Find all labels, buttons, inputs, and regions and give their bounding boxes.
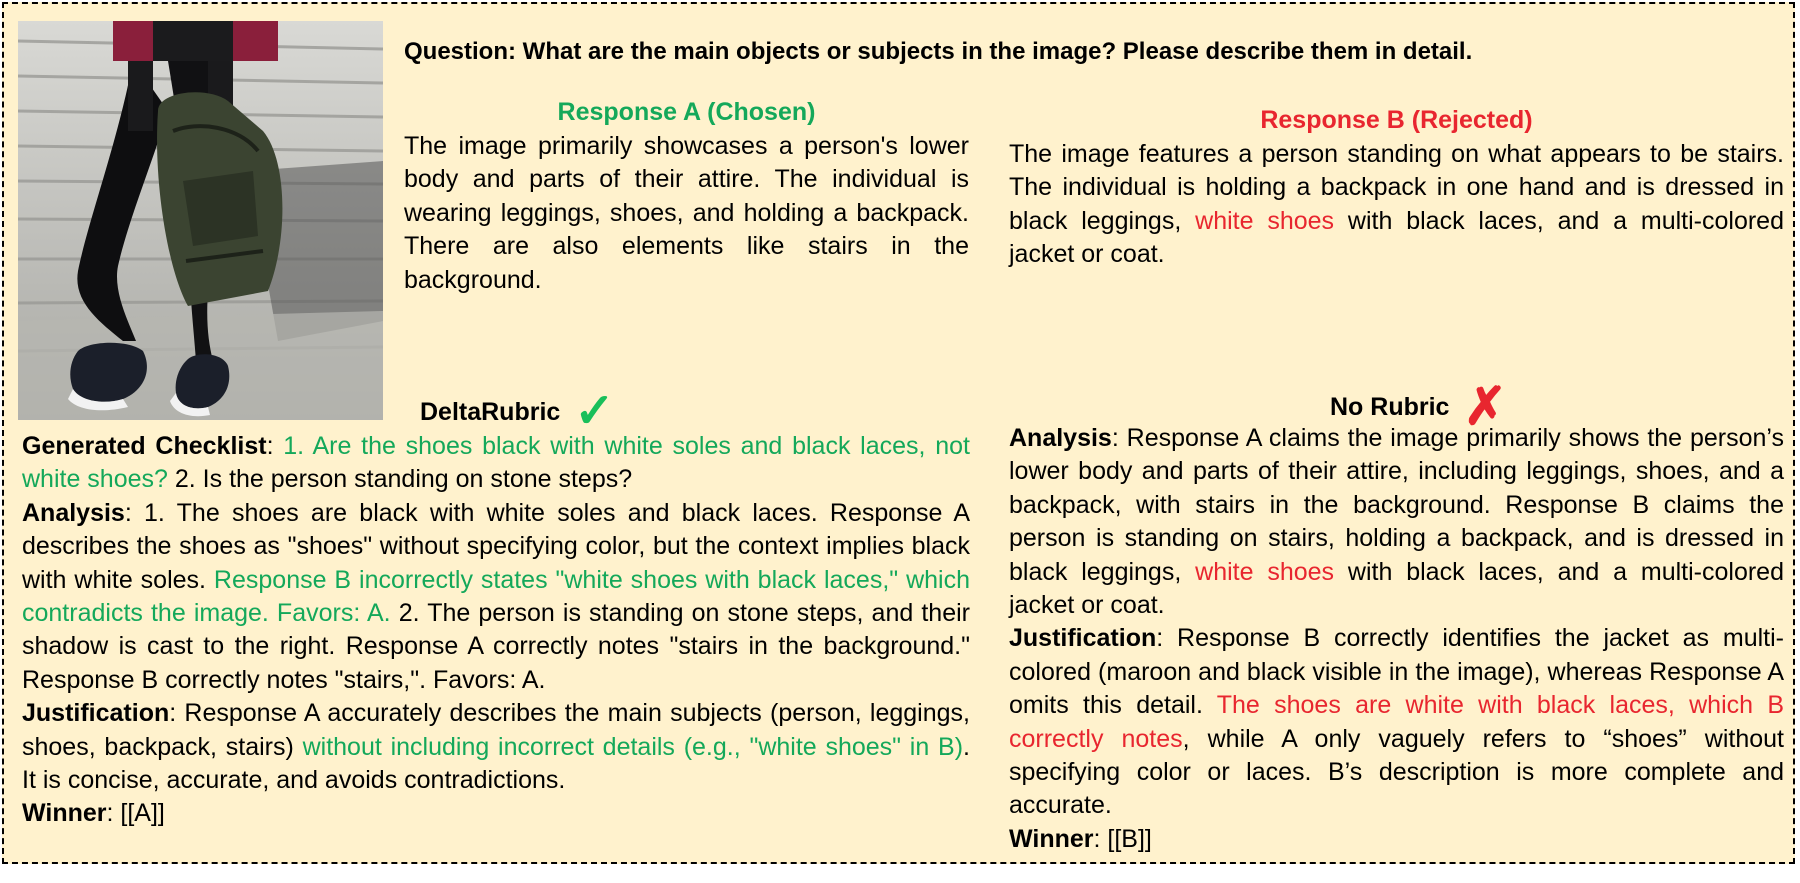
- winner-value: : [[A]]: [106, 799, 165, 828]
- analysis-text: : 1. The shoes are black with white soles and black laces. Response A describes the shoes as "shoes" without specifying color, but the context implies black with white soles.: [22, 498, 970, 594]
- response-a-heading: Response A (Chosen): [557, 98, 816, 126]
- analysis-label: Analysis: [1009, 424, 1112, 452]
- checkmark-icon: ✓: [574, 385, 615, 438]
- response-b-highlight: white shoes: [1195, 206, 1335, 235]
- analysis-label: Analysis: [22, 498, 125, 527]
- analysis-paragraph: [1009, 422, 1784, 622]
- justification-text: . It is concise, accurate, and avoids contradictions.: [22, 732, 970, 795]
- analysis-text: 2. The person is standing on stone steps, and their shadow is cast to the right. Response A correctly notes "stairs in the background." Response B correctly notes "stairs,". Favors: A.: [22, 599, 970, 694]
- justification-highlight: The shoes are white with black laces, which B correctly notes: [1009, 691, 1785, 753]
- justification-label: Justification: [22, 699, 170, 728]
- checklist-label: Generated Checklist: [22, 432, 267, 460]
- justification-label: Justification: [1009, 624, 1157, 653]
- response-b-text-part: with black laces, and a multi-colored jacket or coat.: [1009, 206, 1784, 269]
- winner-label: Winner: [1009, 824, 1094, 853]
- checklist-paragraph: Generated Checklist: 1. Are the shoes black with white soles and black laces, not white shoes? 2. Is the person standing on stone steps?: [22, 432, 970, 494]
- deltarubric-title-text: DeltaRubric: [420, 397, 561, 426]
- response-b-heading: Response B (Rejected): [1260, 106, 1533, 134]
- analysis-highlight: white shoes: [1195, 557, 1335, 586]
- cross-icon: ✗: [1463, 378, 1508, 436]
- analysis-text: with black laces, and a multi-colored jacket or coat.: [1009, 557, 1784, 620]
- justification-text: : Response B correctly identifies the jacket as multi-colored (maroon and black visible in the image), whereas Response A omits this detail.: [1009, 624, 1784, 720]
- norubric-title-text: No Rubric: [1330, 392, 1450, 421]
- winner-label: Winner: [22, 799, 107, 828]
- photo-illustration: [18, 21, 383, 420]
- response-b-text: [1009, 138, 1784, 272]
- response-b-text-part: The image features a person standing on what appears to be stairs. The individual is holding a backpack in one hand and is dressed in black leggings,: [1009, 140, 1784, 235]
- winner-value: : [[B]]: [1093, 824, 1152, 853]
- analysis-paragraph: [22, 497, 970, 697]
- justification-paragraph: [1009, 622, 1784, 822]
- justification-highlight: without including incorrect details (e.g., "white shoes" in B): [302, 732, 964, 761]
- checklist-highlight: 1. Are the shoes black with white soles and black laces, not white shoes?: [22, 432, 970, 494]
- deltarubric-body: [22, 430, 970, 831]
- question-text: Question: What are the main objects or subjects in the image? Please describe them in detail.: [404, 38, 1473, 65]
- winner-paragraph: [22, 797, 970, 830]
- winner-paragraph: [1009, 823, 1784, 856]
- analysis-highlight: Response B incorrectly states "white shoes with black laces," which contradicts the image. Favors: A.: [22, 565, 970, 628]
- justification-text: : Response A accurately describes the main subjects (person, leggings, shoes, backpack, stairs): [22, 699, 970, 761]
- norubric-body: [1009, 422, 1784, 856]
- checklist-rest: 2. Is the person standing on stone steps?: [167, 465, 633, 494]
- figure-panel: [2, 2, 1795, 864]
- response-a-text: The image primarily showcases a person's lower body and parts of their attire. The individual is wearing leggings, shoes, and holding a backpack. There are also elements like stairs in the background.: [404, 132, 969, 294]
- example-photo: [18, 21, 383, 420]
- analysis-text: : Response A claims the image primarily shows the person’s lower body and parts of their attire, including leggings, shoes, and a backpack, with stairs in the background. Response B claims the person is standing on stairs, holding a backpack, and is dressed in black leggings,: [1009, 424, 1784, 586]
- deltarubric-title: [420, 385, 615, 438]
- justification-text: , while A only vaguely refers to “shoes” without specifying color or laces. B’s description is more complete and accurate.: [1009, 724, 1784, 820]
- justification-paragraph: [22, 697, 970, 797]
